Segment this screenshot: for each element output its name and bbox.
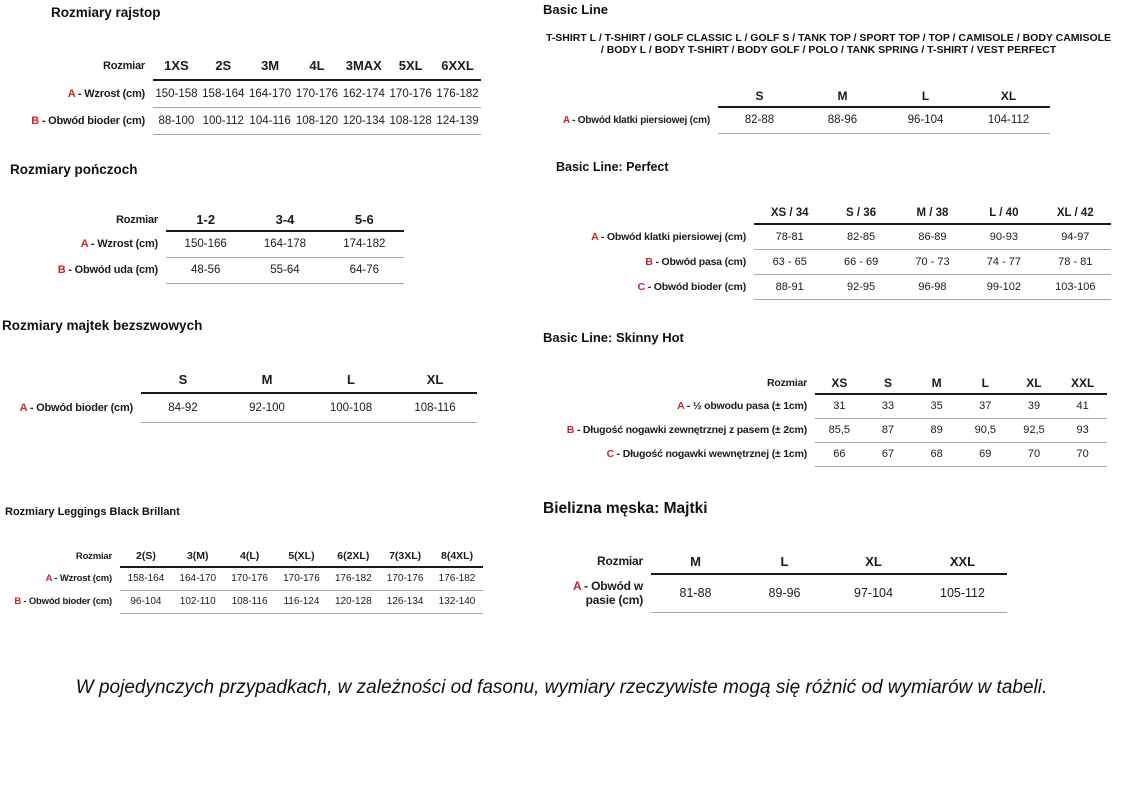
row-label: A - Obwód w pasie (cm) [572, 578, 643, 607]
size-column-header: M [912, 372, 961, 394]
size-value-cell: 78-81 [754, 224, 825, 249]
size-value-cell: 82-88 [718, 107, 801, 133]
size-value-cell: 108-120 [294, 107, 341, 134]
row-letter: A [67, 87, 76, 100]
row-label: B - Obwód pasa (cm) [645, 255, 746, 268]
size-value-cell: 164-178 [245, 231, 324, 257]
size-value-cell: 66 [815, 442, 864, 466]
measurement-row [8, 393, 477, 422]
size-value-cell: 103-106 [1040, 274, 1111, 299]
row-label: A - Wzrost (cm) [67, 87, 145, 100]
section-title-leggings: Rozmiary Leggings Black Brillant [5, 506, 180, 518]
size-value-cell: 41 [1058, 394, 1107, 418]
size-value-cell: 90,5 [961, 418, 1010, 442]
row-label: A - Obwód bioder (cm) [19, 401, 133, 414]
section-title-bielizna-meska: Bielizna męska: Majtki [543, 500, 708, 517]
size-column-header: XXL [918, 549, 1007, 574]
size-value-cell: 120-128 [327, 590, 379, 613]
row-letter: A [562, 114, 570, 126]
size-column-header: XS [815, 372, 864, 394]
size-value-cell: 170-176 [294, 80, 341, 107]
size-table-rajstop [17, 52, 481, 135]
header-row [46, 208, 404, 231]
size-column-header: 3(M) [172, 545, 224, 567]
size-value-cell: 88-91 [754, 274, 825, 299]
corner-label: Rozmiar [103, 60, 145, 72]
section-title-basic-line: Basic Line [543, 2, 609, 17]
size-value-cell: 39 [1010, 394, 1059, 418]
measurement-row [17, 80, 481, 107]
size-value-cell: 70 - 73 [897, 249, 968, 274]
size-value-cell: 174-182 [325, 231, 404, 257]
size-value-cell: 68 [912, 442, 961, 466]
header-row [555, 549, 1007, 574]
size-value-cell: 66 - 69 [825, 249, 896, 274]
corner-label: Rozmiar [597, 554, 643, 569]
size-value-cell: 37 [961, 394, 1010, 418]
size-column-header: 5(XL) [276, 545, 328, 567]
header-row [10, 545, 483, 567]
size-column-header: L [884, 86, 967, 107]
size-column-header: 4(L) [224, 545, 276, 567]
size-value-cell: 162-174 [340, 80, 387, 107]
size-column-header: S / 36 [825, 202, 896, 224]
size-value-cell: 99-102 [968, 274, 1039, 299]
size-value-cell: 92-100 [225, 393, 309, 422]
size-value-cell: 93 [1058, 418, 1107, 442]
row-label: B - Obwód uda (cm) [57, 264, 158, 276]
size-value-cell: 97-104 [829, 574, 918, 612]
size-value-cell: 132-140 [431, 590, 483, 613]
size-value-cell: 164-170 [247, 80, 294, 107]
measurement-row [10, 590, 483, 613]
size-value-cell: 35 [912, 394, 961, 418]
size-value-cell: 96-104 [884, 107, 967, 133]
size-table-basic-line-perfect [558, 202, 1111, 300]
row-letter: A [591, 230, 599, 243]
row-letter: A [572, 578, 581, 593]
row-label: C - Długość nogawki wewnętrznej (± 1cm) [606, 448, 807, 460]
size-column-header: M [651, 549, 740, 574]
size-value-cell: 120-134 [340, 107, 387, 134]
size-value-cell: 170-176 [379, 567, 431, 590]
size-value-cell: 78 - 81 [1040, 249, 1111, 274]
corner-label: Rozmiar [75, 550, 112, 562]
row-label: A - Obwód klatki piersiowej (cm) [591, 230, 746, 243]
header-row [543, 86, 1050, 107]
row-letter: A [45, 573, 52, 584]
size-column-header: L / 40 [968, 202, 1039, 224]
size-value-cell: 108-116 [393, 393, 477, 422]
size-value-cell: 176-182 [434, 80, 481, 107]
row-label: B - Obwód bioder (cm) [31, 114, 145, 127]
size-column-header: S [718, 86, 801, 107]
size-value-cell: 90-93 [968, 224, 1039, 249]
size-column-header: XL [967, 86, 1050, 107]
size-value-cell: 92,5 [1010, 418, 1059, 442]
size-column-header: 8(4XL) [431, 545, 483, 567]
measurement-row [46, 231, 404, 257]
size-value-cell: 158-164 [120, 567, 172, 590]
size-value-cell: 64-76 [325, 257, 404, 283]
section-title-ponczochy: Rozmiary pończoch [10, 162, 138, 177]
size-column-header: 6XXL [434, 52, 481, 80]
size-table-majtki-bezszwowe [8, 366, 477, 423]
row-letter: B [57, 264, 66, 276]
corner-label [543, 86, 718, 107]
corner-label: Rozmiar [116, 213, 158, 226]
size-value-cell: 170-176 [387, 80, 434, 107]
size-value-cell: 158-164 [200, 80, 247, 107]
size-value-cell: 104-112 [967, 107, 1050, 133]
header-row [545, 372, 1107, 394]
row-letter: A [80, 238, 89, 250]
size-column-header: M [801, 86, 884, 107]
size-value-cell: 108-116 [224, 590, 276, 613]
size-value-cell: 170-176 [224, 567, 276, 590]
size-value-cell: 89 [912, 418, 961, 442]
row-letter: A [677, 400, 685, 412]
size-column-header: 6(2XL) [327, 545, 379, 567]
row-letter: B [566, 424, 575, 436]
row-label: A - Obwód klatki piersiowej (cm) [562, 114, 710, 126]
row-label: A - Wzrost (cm) [45, 573, 112, 584]
size-value-cell: 89-96 [740, 574, 829, 612]
corner-label [8, 366, 141, 393]
size-table-leggings [10, 545, 483, 614]
size-column-header: L [309, 366, 393, 393]
size-value-cell: 176-182 [431, 567, 483, 590]
size-column-header: 3-4 [245, 208, 324, 231]
size-disclaimer-footnote: W pojedynczych przypadkach, w zależności od fasonu, wymiary rzeczywiste mogą się różnić od wymiarów w tabeli. [75, 677, 1048, 698]
size-value-cell: 67 [864, 442, 913, 466]
section-title-basic-line-perfect: Basic Line: Perfect [556, 160, 669, 174]
row-label: B - Długość nogawki zewnętrznej z pasem (± 2cm) [566, 424, 807, 436]
size-column-header: 1-2 [166, 208, 245, 231]
measurement-row [555, 574, 1007, 612]
row-letter: C [606, 448, 614, 460]
size-table-basic-line-skinny-hot [545, 372, 1107, 467]
size-value-cell: 70 [1058, 442, 1107, 466]
measurement-row [10, 567, 483, 590]
size-column-header: L [740, 549, 829, 574]
header-row [8, 366, 477, 393]
size-column-header: M / 38 [897, 202, 968, 224]
size-value-cell: 82-85 [825, 224, 896, 249]
size-column-header: S [864, 372, 913, 394]
size-column-header: XL [1010, 372, 1059, 394]
size-column-header: XS / 34 [754, 202, 825, 224]
size-column-header: XXL [1058, 372, 1107, 394]
size-value-cell: 88-96 [801, 107, 884, 133]
size-column-header: 2S [200, 52, 247, 80]
row-letter: B [14, 596, 21, 607]
size-value-cell: 105-112 [918, 574, 1007, 612]
size-table-ponczochy [46, 208, 404, 284]
size-value-cell: 176-182 [327, 567, 379, 590]
size-value-cell: 126-134 [379, 590, 431, 613]
size-value-cell: 81-88 [651, 574, 740, 612]
corner-label: Rozmiar [766, 377, 807, 389]
header-row [17, 52, 481, 80]
measurement-row [543, 107, 1050, 133]
size-column-header: XL [393, 366, 477, 393]
size-column-header: 2(S) [120, 545, 172, 567]
size-value-cell: 94-97 [1040, 224, 1111, 249]
corner-label [558, 202, 754, 224]
size-value-cell: 100-112 [200, 107, 247, 134]
size-value-cell: 100-108 [309, 393, 393, 422]
size-value-cell: 74 - 77 [968, 249, 1039, 274]
row-label: A - ½ obwodu pasa (± 1cm) [677, 400, 807, 412]
basic-line-product-list: T-SHIRT L / T-SHIRT / GOLF CLASSIC L / GOLF S / TANK TOP / SPORT TOP / TOP / CAMISOLE / BODY CAMISOLE / BODY L / BODY T-SHIRT / BODY GOLF / POLO / TANK SPRING / T-SHIRT / VEST PERFECT [545, 32, 1112, 56]
size-column-header: 3M [247, 52, 294, 80]
row-letter: C [637, 280, 645, 293]
size-column-header: 7(3XL) [379, 545, 431, 567]
measurement-row [545, 394, 1107, 418]
measurement-row [558, 249, 1111, 274]
size-value-cell: 124-139 [434, 107, 481, 134]
measurement-row [545, 418, 1107, 442]
section-title-rajstop: Rozmiary rajstop [51, 5, 161, 20]
size-value-cell: 104-116 [247, 107, 294, 134]
section-title-majtki-bezszwowe: Rozmiary majtek bezszwowych [2, 318, 203, 333]
size-value-cell: 86-89 [897, 224, 968, 249]
row-label: C - Obwód bioder (cm) [637, 280, 746, 293]
size-table-bielizna-meska [555, 549, 1007, 613]
size-column-header: L [961, 372, 1010, 394]
size-value-cell: 85,5 [815, 418, 864, 442]
size-value-cell: 108-128 [387, 107, 434, 134]
size-value-cell: 150-166 [166, 231, 245, 257]
size-value-cell: 164-170 [172, 567, 224, 590]
measurement-row [46, 257, 404, 283]
size-value-cell: 150-158 [153, 80, 200, 107]
size-value-cell: 48-56 [166, 257, 245, 283]
size-value-cell: 70 [1010, 442, 1059, 466]
size-column-header: XL [829, 549, 918, 574]
size-value-cell: 96-98 [897, 274, 968, 299]
size-column-header: S [141, 366, 225, 393]
size-column-header: XL / 42 [1040, 202, 1111, 224]
size-value-cell: 92-95 [825, 274, 896, 299]
size-column-header: 3MAX [340, 52, 387, 80]
size-value-cell: 88-100 [153, 107, 200, 134]
row-letter: B [645, 255, 653, 268]
size-column-header: 5-6 [325, 208, 404, 231]
measurement-row [545, 442, 1107, 466]
size-column-header: 5XL [387, 52, 434, 80]
measurement-row [558, 274, 1111, 299]
size-value-cell: 84-92 [141, 393, 225, 422]
header-row [558, 202, 1111, 224]
size-column-header: 1XS [153, 52, 200, 80]
measurement-row [558, 224, 1111, 249]
row-label: A - Wzrost (cm) [80, 238, 158, 250]
size-column-header: 4L [294, 52, 341, 80]
size-value-cell: 63 - 65 [754, 249, 825, 274]
size-value-cell: 33 [864, 394, 913, 418]
measurement-row [17, 107, 481, 134]
size-value-cell: 69 [961, 442, 1010, 466]
size-value-cell: 96-104 [120, 590, 172, 613]
size-value-cell: 31 [815, 394, 864, 418]
size-value-cell: 87 [864, 418, 913, 442]
size-value-cell: 170-176 [276, 567, 328, 590]
size-value-cell: 102-110 [172, 590, 224, 613]
size-value-cell: 116-124 [276, 590, 328, 613]
section-title-basic-line-skinny-hot: Basic Line: Skinny Hot [543, 330, 684, 345]
size-column-header: M [225, 366, 309, 393]
row-label: B - Obwód bioder (cm) [14, 596, 112, 607]
size-table-basic-line [543, 86, 1050, 134]
row-letter: B [31, 114, 39, 127]
size-value-cell: 55-64 [245, 257, 324, 283]
row-letter: A [19, 401, 27, 414]
